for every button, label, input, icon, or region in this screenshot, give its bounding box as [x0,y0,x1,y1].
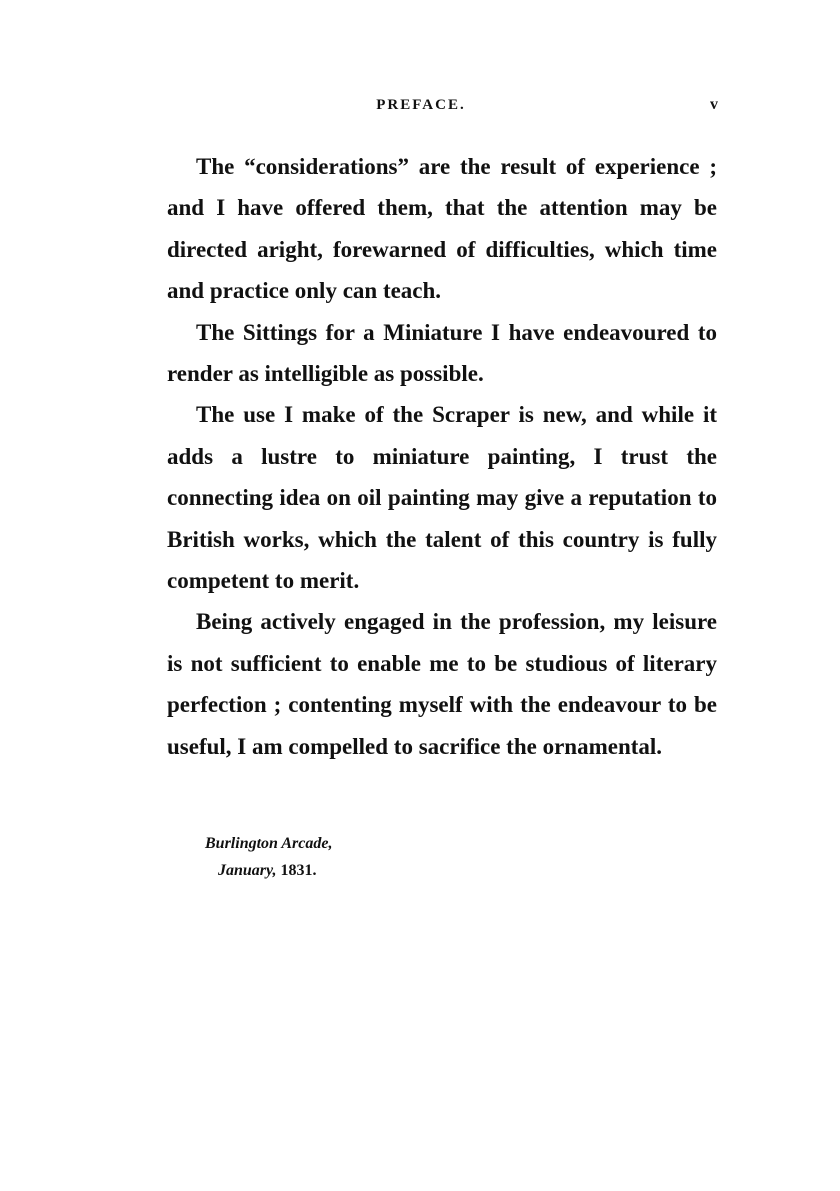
signature-year: 1831. [280,862,317,879]
signature-block [205,830,455,884]
page-title: PREFACE. [376,97,466,113]
signature-place: Burlington Arcade, [205,835,333,852]
paragraph: The “considerations” are the result of experience ; and I have offered them, that the attention may be directed aright, forewarned of difficulties, which time and practice only can teach. [167,154,717,304]
paragraph: The use I make of the Scraper is new, and while it adds a lustre to miniature painting, I trust the connecting idea on oil painting may give a reputation to British works, which the talent of this country is fully competent to merit. [167,402,717,594]
page-number: v [710,96,718,113]
preface-body [167,146,717,767]
signature-date [205,857,455,884]
signature-month: January, [218,862,277,879]
running-head [0,93,840,117]
paragraph: The Sittings for a Miniature I have endeavoured to render as intelligible as possible. [167,319,717,387]
paragraph: Being actively engaged in the profession, my leisure is not sufficient to enable me to be studious of literary perfection ; contenting myself with the endeavour to be useful, I am compelled to sacrifice the ornamental. [167,609,717,759]
